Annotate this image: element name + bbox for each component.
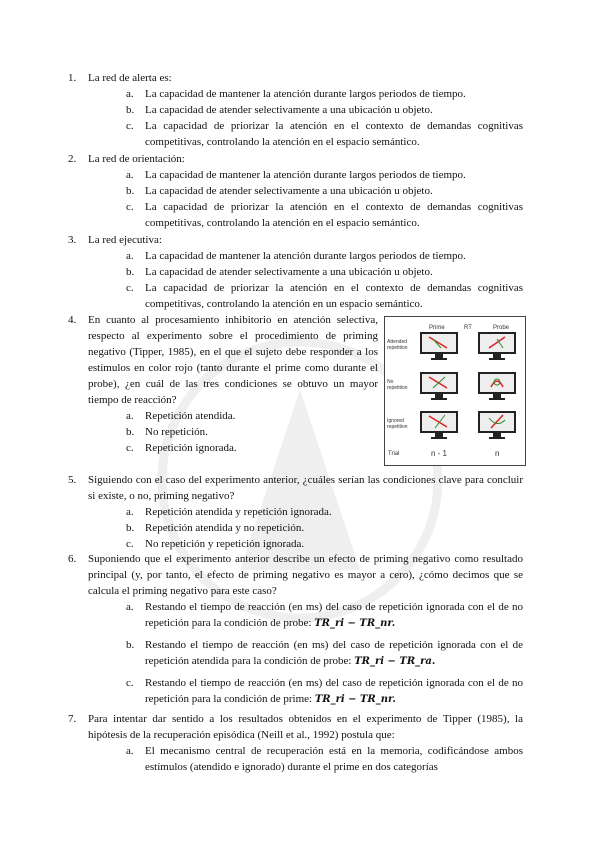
option-c: c. No repetición y repetición ignorada. (126, 538, 305, 550)
question-number: 1. (68, 72, 77, 84)
question-text: La red de alerta es: (88, 72, 172, 84)
question-number: 4. (68, 314, 77, 326)
option-c: c. Restando el tiempo de reacción (en ms) del caso de repetición ignorada con el de no repetición para la condición de prime: TR_ri − TR_nr. (126, 677, 523, 705)
formula: TR_ri − TR_nr. (314, 618, 396, 629)
figure-row-label: No repetition (387, 379, 408, 391)
question-3 (68, 232, 523, 312)
option-a: a. La capacidad de mantener la atención durante largos periodos de tiempo. (126, 169, 466, 181)
question-number: 6. (68, 553, 77, 565)
prime-monitor-icon (419, 410, 459, 440)
question-number: 2. (68, 153, 77, 165)
figure-foot-prime-trial: n - 1 (431, 449, 448, 458)
formula: TR_ri − TR_nr. (314, 694, 396, 705)
question-1 (68, 70, 523, 150)
option-b: b. Restando el tiempo de reacción (en ms) del caso de repetición ignorada con el de repetición atendida para la condición de probe: TR_ri − TR_ra. (126, 639, 523, 667)
prime-monitor-icon (419, 331, 459, 361)
tipper-experiment-figure (384, 316, 526, 466)
option-a: a. El mecanismo central de recuperación está en la memoria, codificándose ambos estímulos (atendido e ignorado) durante el prime en dos categorías (126, 745, 523, 773)
option-b: b. No repetición. (126, 426, 208, 438)
question-text: Suponiendo que el experimento anterior describe un efecto de priming negativo como resultado principal (y, por tanto, el efecto de priming negativo es mayor a cero), ¿cómo decimos que se calcula el priming negativo para este caso? (88, 553, 523, 597)
question-text: La red ejecutiva: (88, 234, 162, 246)
option-a: a. Restando el tiempo de reacción (en ms) del caso de repetición ignorada con el de no repetición para la condición de probe: TR_ri − TR_nr. (126, 601, 523, 629)
probe-monitor-icon (477, 371, 517, 401)
option-c: c. Repetición ignorada. (126, 442, 237, 454)
figure-foot-trial: Trial (388, 451, 400, 457)
question-number: 7. (68, 713, 77, 725)
option-b: b. La capacidad de atender selectivamente a una ubicación u objeto. (126, 185, 433, 197)
option-a: a. Repetición atendida. (126, 410, 236, 422)
question-5 (68, 472, 523, 552)
question-text: La red de orientación: (88, 153, 185, 165)
figure-foot-probe-trial: n (495, 449, 500, 458)
question-text: Siguiendo con el caso del experimento anterior, ¿cuáles serían las condiciones clave para concluir si existe, o no, priming negativo? (88, 474, 523, 502)
question-text: En cuanto al procesamiento inhibitorio en atención selectiva, respecto al experimento sobre el procedimiento de priming negativo (Tipper, 1985), en el que el sujeto debe responder a los estímulos en color rojo (tanto durante el prime como durante el probe), ¿en cuál de las tres condiciones se obtuvo un mayor tiempo de reacción? (88, 314, 378, 406)
formula: TR_ri − TR_ra. (354, 656, 436, 667)
prime-monitor-icon (419, 371, 459, 401)
figure-col-prime: Prime (429, 325, 445, 331)
option-c: c. La capacidad de priorizar la atención en el contexto de demandas cognitivas competitivas, controlando la atención en un espacio semántico. (126, 282, 523, 310)
probe-monitor-icon (477, 410, 517, 440)
question-number: 3. (68, 234, 77, 246)
option-a: a. Repetición atendida y repetición ignorada. (126, 506, 332, 518)
question-text: Para intentar dar sentido a los resultados obtenidos en el experimento de Tipper (1985), la hipótesis de la recuperación episódica (Neill et al., 1992) postula que: (88, 713, 523, 741)
question-7 (68, 711, 523, 775)
figure-col-rt: RT (464, 325, 472, 331)
figure-row-label: Attended repetition (387, 339, 408, 351)
option-a: a. La capacidad de mantener la atención durante largos periodos de tiempo. (126, 88, 466, 100)
question-2 (68, 151, 523, 231)
figure-row-label: Ignored repetition (387, 418, 408, 430)
probe-monitor-icon (477, 331, 517, 361)
option-c: c. La capacidad de priorizar la atención en el contexto de demandas cognitivas competitivas, controlando la atención en el espacio semántico. (126, 201, 523, 229)
option-c: c. La capacidad de priorizar la atención en el contexto de demandas cognitivas competitivas, controlando la atención en el espacio semántico. (126, 120, 523, 148)
question-6 (68, 551, 523, 708)
option-b: b. La capacidad de atender selectivamente a una ubicación u objeto. (126, 266, 433, 278)
option-b: b. Repetición atendida y no repetición. (126, 522, 305, 534)
figure-col-probe: Probe (493, 325, 510, 331)
option-a: a. La capacidad de mantener la atención durante largos periodos de tiempo. (126, 250, 466, 262)
question-number: 5. (68, 474, 77, 486)
option-b: b. La capacidad de atender selectivamente a una ubicación u objeto. (126, 104, 433, 116)
